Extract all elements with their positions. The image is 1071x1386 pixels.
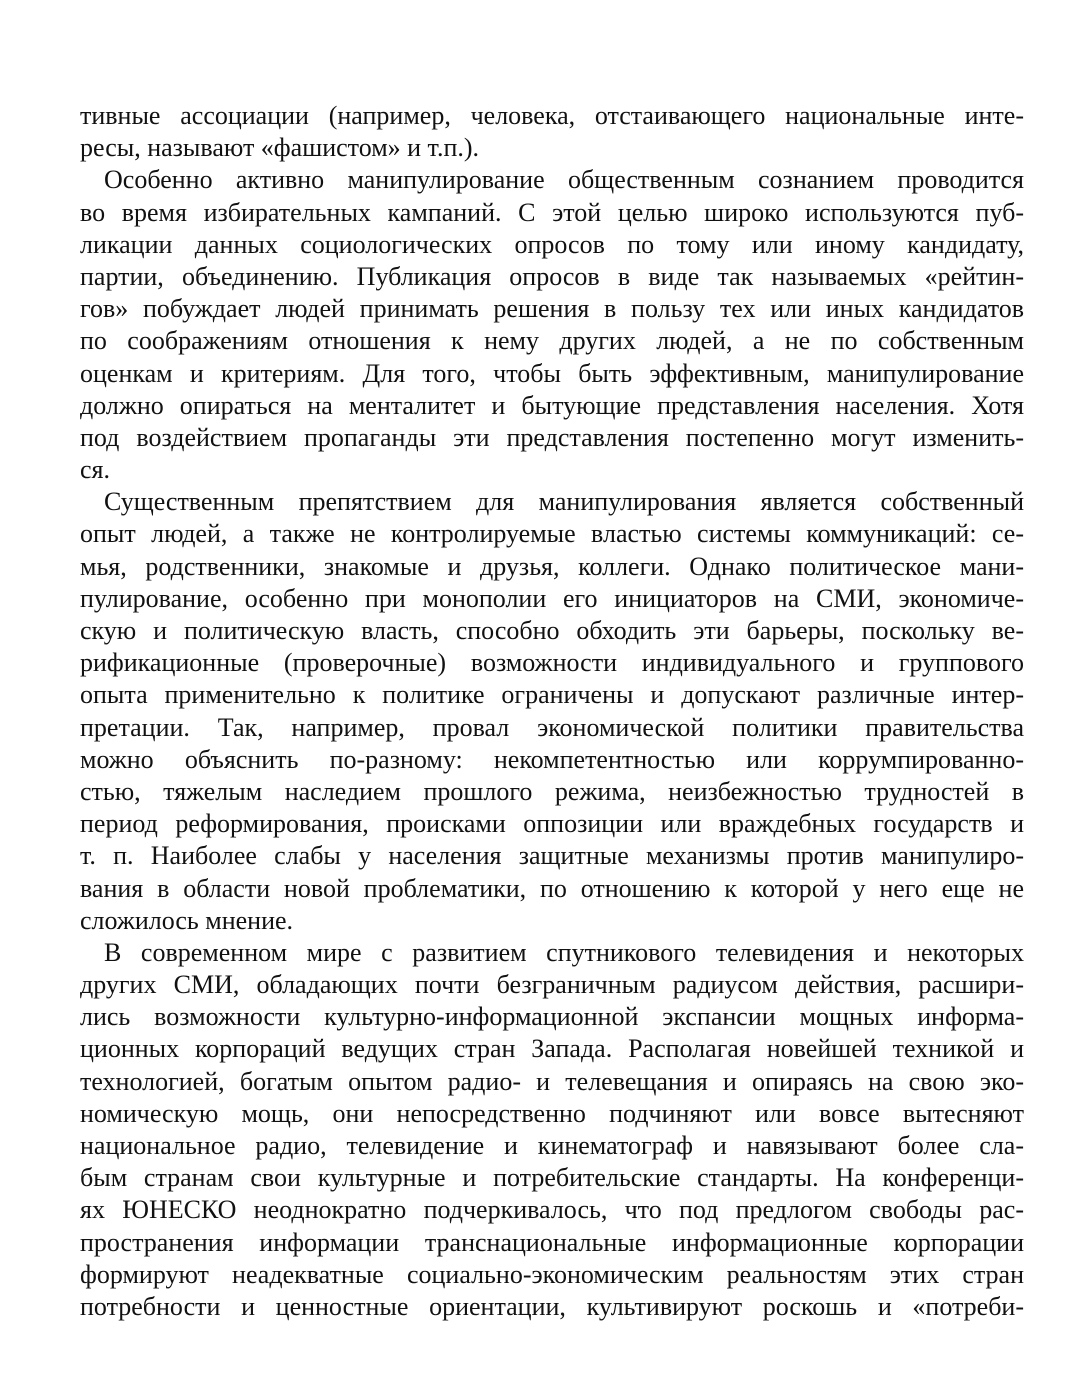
text-line: номическую мощь, они непосредственно подчиняют или вовсе вытесняют (80, 1098, 1024, 1128)
text-line: мья, родственники, знакомые и друзья, коллеги. Однако политическое мани- (80, 551, 1024, 581)
text-line: скую и политическую власть, способно обходить эти барьеры, поскольку ве- (80, 616, 1024, 645)
text-line: тивные ассоциации (например, человека, отстаивающего национальные инте- (80, 101, 1024, 130)
text-line: вания в области новой проблематики, по отношению к которой у него еще не (80, 873, 1024, 903)
text-line: т. п. Наиболее слабы у населения защитные механизмы против манипулиро- (80, 841, 1024, 871)
text-line: можно объяснить по-разному: некомпетентностью или коррумпированно- (80, 744, 1024, 774)
text-line: национальное радио, телевидение и кинематограф и навязывают более сла- (80, 1131, 1024, 1160)
text-line: потребности и ценностные ориентации, культивируют роскошь и «потреби- (80, 1291, 1024, 1321)
document-page (80, 100, 1024, 1323)
text-line: Особенно активно манипулирование общественным сознанием проводится (104, 165, 1024, 195)
text-line: опыт людей, а также не контролируемые властью системы коммуникаций: се- (80, 519, 1024, 549)
text-line: ликации данных социологических опросов по тому или иному кандидату, (80, 229, 1024, 259)
text-line: во время избирательных кампаний. С этой целью широко используются пуб- (80, 197, 1024, 227)
text-line: ся. (80, 455, 110, 485)
text-line: ресы, называют «фашистом» и т.п.). (80, 133, 480, 163)
text-line: должно опираться на менталитет и бытующие представления населения. Хотя (80, 390, 1024, 420)
paragraph-1 (80, 100, 1024, 164)
text-line: В современном мире с развитием спутникового телевидения и некоторых (104, 937, 1024, 967)
text-line: партии, объединению. Публикация опросов в виде так называемых «рейтин- (80, 261, 1024, 291)
text-line: сложилось мнение. (80, 905, 294, 935)
text-line: оценкам и критериям. Для того, чтобы быть эффективным, манипулирование (80, 358, 1024, 388)
text-line: опыта применительно к политике ограничены и допускают различные интер- (80, 680, 1024, 710)
text-line: ях ЮНЕСКО неоднократно подчеркивалось, что под предлогом свободы рас- (80, 1195, 1024, 1225)
paragraph-2 (80, 164, 1024, 486)
text-line: технологией, богатым опытом радио- и телевещания и опираясь на свою эко- (80, 1066, 1024, 1096)
text-line: пулирование, особенно при монополии его инициаторов на СМИ, экономиче- (80, 583, 1024, 613)
paragraph-3 (80, 486, 1024, 937)
text-line: пространения информации транснациональные информационные корпорации (80, 1227, 1024, 1257)
text-line: ционных корпораций ведущих стран Запада. Располагая новейшей техникой и (80, 1034, 1024, 1064)
text-line: период реформирования, происками оппозиции или враждебных государств и (80, 809, 1024, 839)
text-line: по соображениям отношения к нему других людей, а не по собственным (80, 326, 1024, 356)
text-line: других СМИ, обладающих почти безграничным радиусом действия, расшири- (80, 970, 1024, 1000)
text-line: Существенным препятствием для манипулирования является собственный (104, 487, 1024, 517)
text-line: бым странам свои культурные и потребительские стандарты. На конференци- (80, 1163, 1024, 1193)
text-line: стью, тяжелым наследием прошлого режима, неизбежностью трудностей в (80, 776, 1024, 806)
text-line: под воздействием пропаганды эти представления постепенно могут изменить- (80, 422, 1024, 452)
text-line: формируют неадекватные социально-экономическим реальностям этих стран (80, 1259, 1024, 1289)
paragraph-4 (80, 937, 1024, 1323)
text-line: претации. Так, например, провал экономической политики правительства (80, 712, 1024, 742)
text-line: лись возможности культурно-информационной экспансии мощных информа- (80, 1002, 1024, 1032)
text-line: рификационные (проверочные) возможности индивидуального и группового (80, 648, 1024, 678)
text-line: гов» побуждает людей принимать решения в пользу тех или иных кандидатов (80, 294, 1024, 324)
